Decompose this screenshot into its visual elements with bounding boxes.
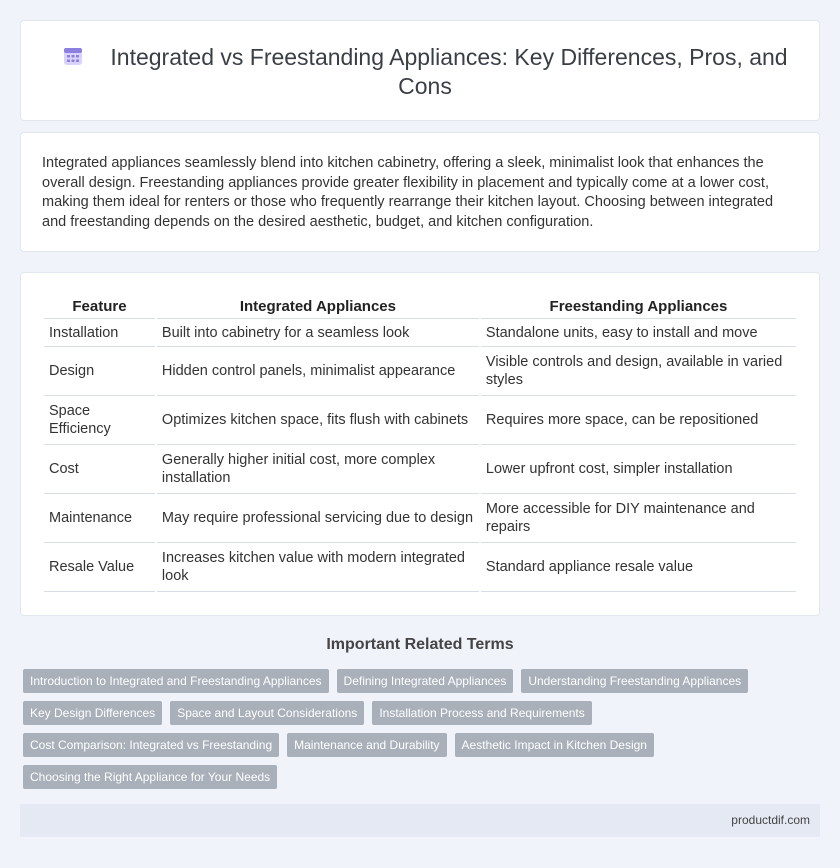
related-term-tag[interactable]: Understanding Freestanding Appliances (521, 669, 748, 693)
table-header-row (44, 295, 796, 319)
freestanding-cell: Standard appliance resale value (481, 543, 796, 592)
related-term-tag[interactable]: Maintenance and Durability (287, 733, 446, 757)
related-term-tag[interactable]: Key Design Differences (23, 701, 162, 725)
related-term-tag[interactable]: Defining Integrated Appliances (337, 669, 514, 693)
table-row (44, 494, 796, 543)
column-header-integrated: Integrated Appliances (157, 295, 479, 319)
integrated-cell: May require professional servicing due to design (157, 494, 479, 543)
integrated-cell: Increases kitchen value with modern integrated look (157, 543, 479, 592)
freestanding-cell: More accessible for DIY maintenance and repairs (481, 494, 796, 543)
table-row (44, 543, 796, 592)
comparison-card (20, 272, 820, 616)
calendar-grid-icon (62, 45, 84, 67)
feature-cell: Design (44, 347, 155, 396)
feature-cell: Installation (44, 319, 155, 347)
table-row (44, 396, 796, 445)
related-terms-title: Important Related Terms (326, 636, 514, 653)
table-row (44, 319, 796, 347)
related-term-tag[interactable]: Space and Layout Considerations (170, 701, 364, 725)
feature-cell: Resale Value (44, 543, 155, 592)
header-card (20, 20, 820, 121)
header (51, 43, 799, 101)
related-terms-list (23, 669, 803, 789)
integrated-cell: Built into cabinetry for a seamless look (157, 319, 479, 347)
column-header-freestanding: Freestanding Appliances (481, 295, 796, 319)
integrated-cell: Optimizes kitchen space, fits flush with cabinets (157, 396, 479, 445)
related-term-tag[interactable]: Aesthetic Impact in Kitchen Design (455, 733, 654, 757)
comparison-table (42, 295, 798, 592)
related-term-tag[interactable]: Introduction to Integrated and Freestanding Appliances (23, 669, 329, 693)
intro-card (20, 132, 820, 252)
freestanding-cell: Lower upfront cost, simpler installation (481, 445, 796, 494)
feature-cell: Cost (44, 445, 155, 494)
related-term-tag[interactable]: Installation Process and Requirements (372, 701, 591, 725)
related-term-tag[interactable]: Choosing the Right Appliance for Your Needs (23, 765, 277, 789)
footer-site-link[interactable]: productdif.com (731, 813, 810, 827)
feature-cell: Maintenance (44, 494, 155, 543)
intro-paragraph: Integrated appliances seamlessly blend into kitchen cabinetry, offering a sleek, minimalist look that enhances the overall design. Freestanding appliances provide greater flexibility in placement and typically come at a lower cost, making them ideal for renters or those who frequently rearrange their kitchen layout. Choosing between integrated and freestanding depends on the desired aesthetic, budget, and kitchen configuration. (42, 155, 774, 230)
integrated-cell: Generally higher initial cost, more complex installation (157, 445, 479, 494)
freestanding-cell: Visible controls and design, available in varied styles (481, 347, 796, 396)
column-header-feature: Feature (44, 295, 155, 319)
freestanding-cell: Requires more space, can be repositioned (481, 396, 796, 445)
feature-cell: Space Efficiency (44, 396, 155, 445)
table-row (44, 445, 796, 494)
related-term-tag[interactable]: Cost Comparison: Integrated vs Freestanding (23, 733, 279, 757)
table-row (44, 347, 796, 396)
page-title (51, 43, 799, 101)
integrated-cell: Hidden control panels, minimalist appearance (157, 347, 479, 396)
freestanding-cell: Standalone units, easy to install and move (481, 319, 796, 347)
footer (20, 804, 820, 837)
page-title-text: Integrated vs Freestanding Appliances: Key Differences, Pros, and Cons (110, 44, 788, 99)
